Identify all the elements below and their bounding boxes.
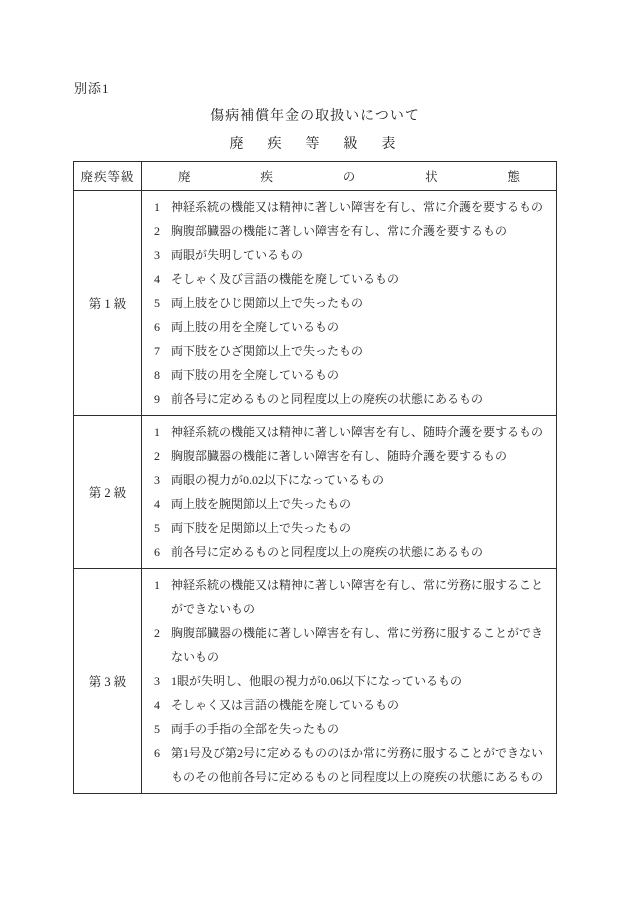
item-number: 2 <box>154 626 160 640</box>
grade-label: 第 1 級 <box>74 191 142 415</box>
item-number: 5 <box>154 722 160 736</box>
item-number: 2 <box>154 449 160 463</box>
state-items <box>142 191 556 415</box>
item-number: 4 <box>154 698 160 712</box>
column-header-grade: 廃疾等級 <box>74 162 142 190</box>
item-text: 胸腹部臓器の機能に著しい障害を有し、随時介護を要するもの <box>171 449 508 463</box>
item-text: 胸腹部臓器の機能に著しい障害を有し、常に介護を要するもの <box>171 224 508 238</box>
item-text: 両上肢を腕関節以上で失ったもの <box>171 497 352 511</box>
list-item <box>154 717 548 741</box>
item-number: 1 <box>154 200 160 214</box>
table-row-grade2 <box>74 416 556 569</box>
list-item <box>154 420 548 444</box>
item-number: 6 <box>154 320 160 334</box>
list-item <box>154 243 548 267</box>
item-text: 第1号及び第2号に定めるもののほか常に労務に服することができないものその他前各号に定めるものと同程度以上の廃疾の状態にあるもの <box>171 746 544 784</box>
item-number: 1 <box>154 578 160 592</box>
item-number: 9 <box>154 392 160 406</box>
item-text: 両上肢をひじ関節以上で失ったもの <box>171 296 364 310</box>
list-item <box>154 219 548 243</box>
state-items <box>142 569 556 793</box>
list-item <box>154 492 548 516</box>
item-number: 4 <box>154 497 160 511</box>
item-text: 前各号に定めるものと同程度以上の廃疾の状態にあるもの <box>171 545 484 559</box>
list-item <box>154 195 548 219</box>
table-title: 廃 疾 等 級 表 <box>229 137 401 152</box>
item-number: 2 <box>154 224 160 238</box>
item-text: 両眼が失明しているもの <box>171 248 304 262</box>
document-title: 傷病補償年金の取扱いについて <box>210 109 420 124</box>
list-item <box>154 669 548 693</box>
item-text: 神経系統の機能又は精神に著しい障害を有し、随時介護を要するもの <box>171 425 544 439</box>
item-number: 1 <box>154 425 160 439</box>
item-number: 5 <box>154 296 160 310</box>
item-number: 3 <box>154 248 160 262</box>
list-item <box>154 267 548 291</box>
item-text: 前各号に定めるものと同程度以上の廃疾の状態にあるもの <box>171 392 484 406</box>
item-text: 神経系統の機能又は精神に著しい障害を有し、常に介護を要するもの <box>171 200 544 214</box>
list-item <box>154 573 548 621</box>
column-header-state: 廃 疾 の 状 態 <box>178 170 520 184</box>
grade-label: 第 2 級 <box>74 416 142 568</box>
item-text: そしゃく又は言語の機能を廃しているもの <box>171 698 400 712</box>
disability-grade-table <box>73 161 557 794</box>
list-item <box>154 516 548 540</box>
item-text: 両眼の視力が0.02以下になっているもの <box>171 473 385 487</box>
list-item <box>154 693 548 717</box>
list-item <box>154 621 548 669</box>
item-text: 両下肢の用を全廃しているもの <box>171 368 340 382</box>
item-number: 3 <box>154 473 160 487</box>
item-text: 両下肢を足関節以上で失ったもの <box>171 521 352 535</box>
list-item <box>154 291 548 315</box>
state-items <box>142 416 556 568</box>
table-row-grade3 <box>74 569 556 793</box>
item-text: 神経系統の機能又は精神に著しい障害を有し、常に労務に服することができないもの <box>171 578 544 616</box>
grade-label: 第 3 級 <box>74 569 142 793</box>
item-text: 1眼が失明し、他眼の視力が0.06以下になっているもの <box>171 674 463 688</box>
list-item <box>154 468 548 492</box>
list-item <box>154 540 548 564</box>
list-item <box>154 741 548 789</box>
attachment-label: 別添1 <box>74 81 110 96</box>
list-item <box>154 339 548 363</box>
item-number: 3 <box>154 674 160 688</box>
item-text: 両下肢をひざ関節以上で失ったもの <box>171 344 364 358</box>
item-text: そしゃく及び言語の機能を廃しているもの <box>171 272 400 286</box>
item-number: 8 <box>154 368 160 382</box>
table-row-grade1 <box>74 191 556 416</box>
table-header-row <box>74 162 556 191</box>
list-item <box>154 387 548 411</box>
item-number: 6 <box>154 746 160 760</box>
list-item <box>154 315 548 339</box>
item-text: 両上肢の用を全廃しているもの <box>171 320 340 334</box>
item-number: 4 <box>154 272 160 286</box>
list-item <box>154 444 548 468</box>
item-text: 胸腹部臓器の機能に著しい障害を有し、常に労務に服することができないもの <box>171 626 544 664</box>
item-text: 両手の手指の全部を失ったもの <box>171 722 340 736</box>
item-number: 6 <box>154 545 160 559</box>
item-number: 7 <box>154 344 160 358</box>
list-item <box>154 363 548 387</box>
item-number: 5 <box>154 521 160 535</box>
